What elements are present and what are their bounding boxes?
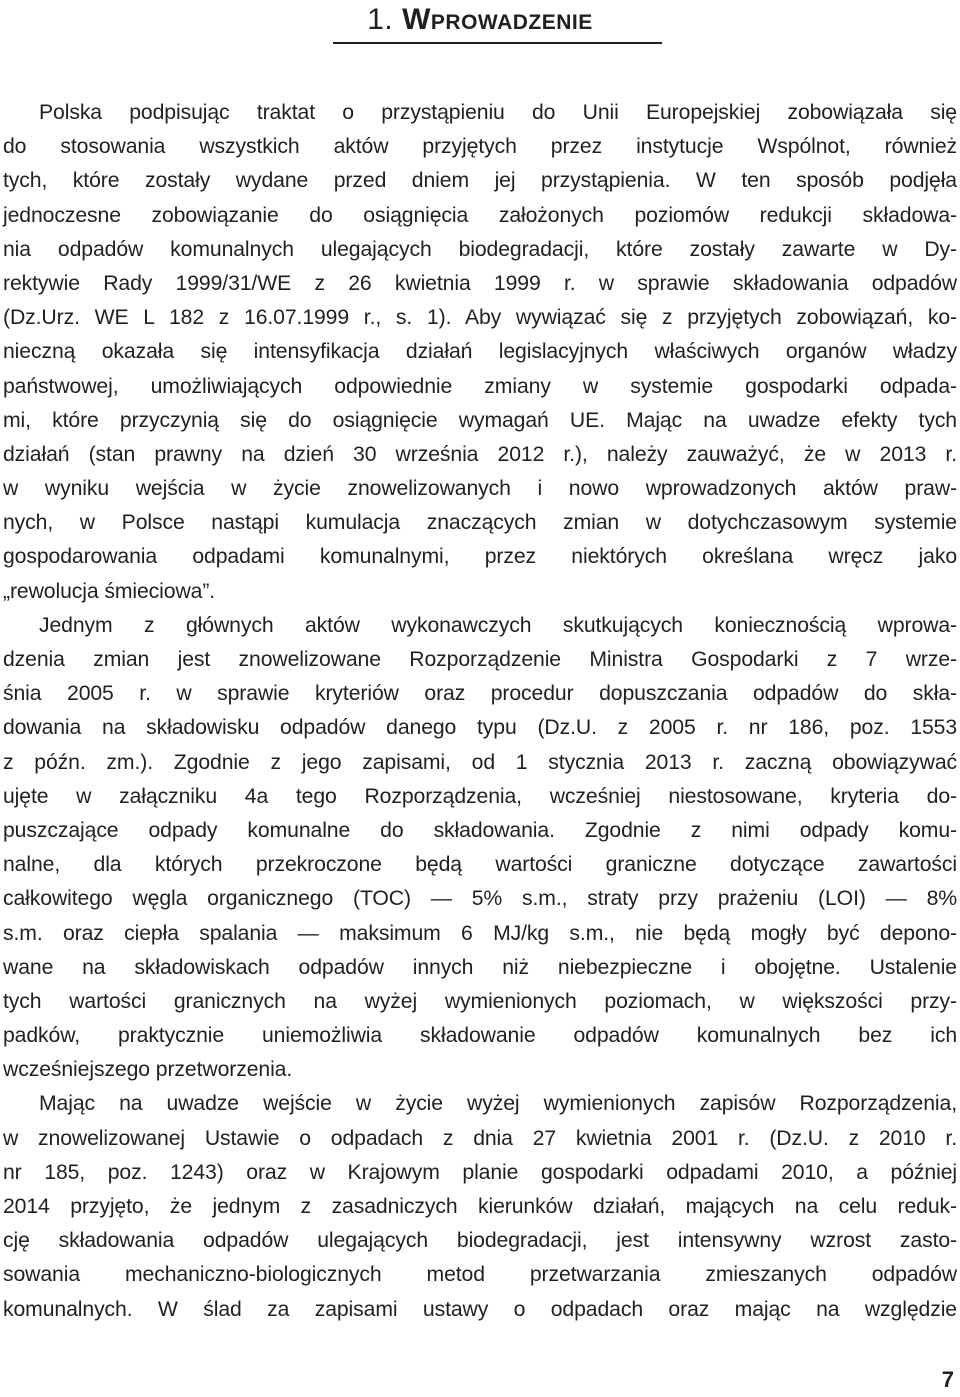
text-line: puszczające odpady komunalne do składowania. Zgodnie z nimi odpady komu- (3, 818, 957, 842)
text-line: państwowej, umożliwiających odpowiednie zmiany w systemie gospodarki odpada- (3, 374, 957, 398)
text-line: 2014 przyjęto, że jednym z zasadniczych kierunków działań, mających na celu reduk- (3, 1195, 957, 1218)
text-line: tych, które zostały wydane przed dniem jej przystąpienia. W ten sposób podjęła (3, 169, 957, 193)
text-line: śnia 2005 r. w sprawie kryteriów oraz procedur dopuszczania odpadów do skła- (3, 682, 957, 706)
text-line: wane na składowiskach odpadów innych niż niebezpieczne i obojętne. Ustalenie (3, 955, 957, 979)
text-line: komunalnych. W ślad za zapisami ustawy o odpadach oraz mając na względzie (3, 1297, 957, 1321)
text-line: s.m. oraz ciepła spalania — maksimum 6 MJ/kg s.m., nie będą mogły być depono- (3, 921, 957, 945)
text-line: padków, praktycznie uniemożliwia składowanie odpadów komunalnych bez ich (3, 1024, 957, 1048)
text-line: nieczną okazała się intensyfikacja działań legislacyjnych właściwych organów władzy (3, 340, 957, 364)
text-line: w wyniku wejścia w życie znowelizowanych i nowo wprowadzonych aktów praw- (3, 477, 957, 501)
text-line: z późn. zm.). Zgodnie z jego zapisami, od 1 stycznia 2013 r. zaczną obowiązywać (3, 750, 957, 774)
text-line: działań (stan prawny na dzień 30 września 2012 r.), należy zauważyć, że w 2013 r. (3, 442, 957, 466)
text-line: sowania mechaniczno-biologicznych metod przetwarzania zmieszanych odpadów (3, 1263, 957, 1287)
text-line: mi, które przyczynią się do osiągnięcie wymagań UE. Mając na uwadze efekty tych (3, 408, 957, 432)
text-line: nr 185, poz. 1243) oraz w Krajowym planie gospodarki odpadami 2010, a później (3, 1160, 957, 1184)
text-line: wcześniejszego przetworzenia. (3, 1058, 293, 1082)
text-line: w znowelizowanej Ustawie o odpadach z dnia 27 kwietnia 2001 r. (Dz.U. z 2010 r. (3, 1126, 957, 1150)
text-line: ujęte w załączniku 4a tego Rozporządzenia, wcześniej niestosowane, kryteria do- (3, 784, 957, 808)
text-line: gospodarowania odpadami komunalnymi, przez niektórych określana wręcz jako (3, 545, 957, 569)
text-line: Polska podpisując traktat o przystąpieniu do Unii Europejskiej zobowiązała się (39, 101, 957, 124)
text-line: nia odpadów komunalnych ulegających biodegradacji, które zostały zawarte w Dy- (3, 237, 957, 261)
text-line: rektywie Rady 1999/31/WE z 26 kwietnia 1999 r. w sprawie składowania odpadów (3, 271, 957, 295)
text-line: cję składowania odpadów ulegających biodegradacji, jest intensywny wzrost zasto- (3, 1229, 957, 1253)
chapter-heading (0, 0, 960, 40)
text-line: do stosowania wszystkich aktów przyjętych przez instytucje Wspólnot, również (3, 135, 957, 159)
body-text (3, 96, 957, 1327)
page-number: 7 (941, 1367, 954, 1392)
text-line: „rewolucja śmieciowa”. (3, 579, 216, 603)
text-line: dzenia zmian jest znowelizowane Rozporządzenie Ministra Gospodarki z 7 wrze- (3, 648, 957, 671)
heading-underline (333, 42, 662, 44)
chapter-title: Wprowadzenie (402, 3, 593, 36)
text-line: Jednym z głównych aktów wykonawczych skutkujących koniecznością wprowa- (39, 613, 957, 637)
text-line: całkowitego węgla organicznego (TOC) — 5% s.m., straty przy prażeniu (LOI) — 8% (3, 887, 957, 911)
text-line: jednoczesne zobowiązanie do osiągnięcia założonych poziomów redukcji składowa- (3, 203, 957, 227)
text-line: tych wartości granicznych na wyżej wymienionych poziomach, w większości przy- (3, 989, 957, 1013)
chapter-number: 1. (367, 3, 394, 36)
text-line: nych, w Polsce nastąpi kumulacja znaczących zmian w dotychczasowym systemie (3, 511, 957, 535)
text-line: (Dz.Urz. WE L 182 z 16.07.1999 r., s. 1). Aby wywiązać się z przyjętych zobowiązań, ko- (3, 306, 957, 330)
text-line: dowania na składowisku odpadów danego typu (Dz.U. z 2005 r. nr 186, poz. 1553 (3, 716, 957, 740)
text-line: nalne, dla których przekroczone będą wartości graniczne dotyczące zawartości (3, 853, 957, 877)
text-line: Mając na uwadze wejście w życie wyżej wymienionych zapisów Rozporządzenia, (39, 1092, 957, 1116)
